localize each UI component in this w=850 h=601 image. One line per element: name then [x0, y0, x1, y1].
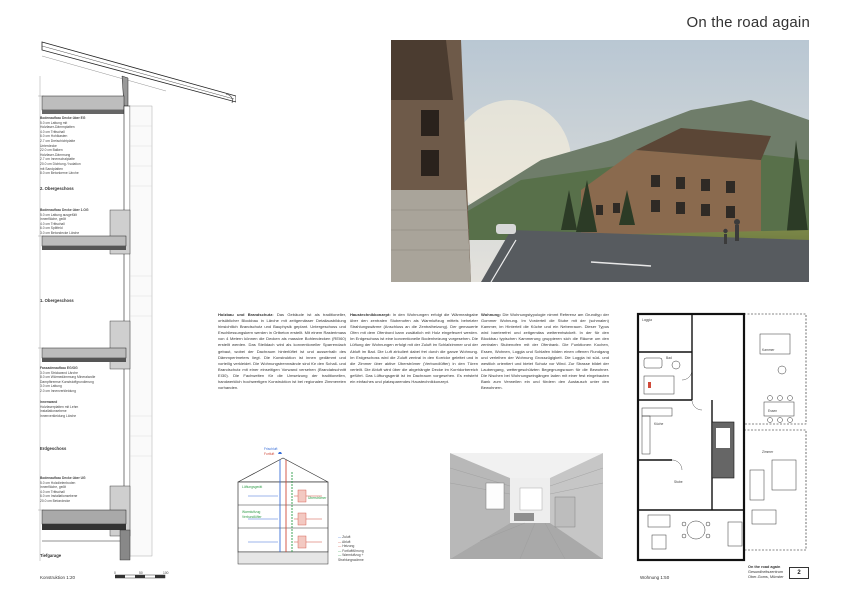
section-label-unit: Lüftungsgerät	[242, 485, 263, 489]
text-column-heading: Haustechnikkonzept:	[350, 312, 391, 317]
scale-tick-100: 100	[163, 571, 169, 575]
text-column-heading: Wohnung:	[481, 312, 501, 317]
label-floor2: 2. Obergeschoss	[40, 186, 74, 191]
label-floor1: 1. Obergeschoss	[40, 298, 74, 303]
note-group-5: Bodenaufbau Decke über UG 5.0 cm Holzdielenboden Innenfläche, geölt 4.0 cm Trittschall 6.0 cm Installationsebene 20.0 cm Betondecke	[40, 476, 86, 503]
section-label-connector: Verbundlüfter	[242, 515, 262, 519]
room-label-kammer: Kammer	[762, 348, 775, 352]
legend-outlet: — Fortluftführung	[338, 548, 364, 553]
page-number: 2	[789, 567, 809, 579]
room-label-dining: Essen	[768, 409, 778, 413]
legend-heating: — Heizung	[338, 544, 355, 549]
legend-exhaust: — Abluft	[338, 539, 351, 544]
text-column-heading: Holzbau und Brandschutz:	[218, 312, 274, 317]
scale-tick-0: 0	[114, 571, 116, 575]
room-label-kitchen: Küche	[654, 422, 664, 426]
exterior-rendering	[391, 40, 809, 282]
plan-scale-label: Wohnung 1:50	[640, 575, 670, 580]
room-label-zimmer: Zimmer	[762, 450, 774, 454]
construction-scale-label: Konstruktion 1:20	[40, 575, 76, 580]
section-label-warm: Warmluftzug	[242, 510, 261, 514]
room-label-stube: Stube	[674, 480, 683, 484]
text-column-body: Die Wohnungstypologie nimmt Referenz am Grundtyp der Gommer Wohnung. Im Vorderteil die Stube mit der (schmalen) Kammer, im Hinterteil die Küche und ein Nebenraum. Dieser Typus wird barrierefrei und zeitgemäss weiterentwickelt. In der für den Blockbau typischen Kammerung gruppieren sich die Räume um den zentralen Stubenofen mit der Ofenbank. Die Funktionen Kochen, Essen, Wohnen, Loggia und Schlafen bilden einen offenen Rundgang und verleihen der Wohnung Grosszügigkeit. Die Loggia ist süd- und westlich orientiert und bietet Schutz vor Wind. Zur Strasse bildet der Laubengang, wettergeschützten Begegnungsraum für die Bewohner. Die Nischen bei Wohnungseingängen laden mit einer fest eingebauten Bank zum Verweilen ein und fördern den Austausch unter den Bewohnern.	[481, 312, 609, 391]
section-label-fresh: Frischluft	[264, 447, 278, 451]
text-column-body: In den Wohnungen erfolgt die Wärmeabgabe über den zentralen Stubenofen als Warmluftzug mittels beheizter Strahlungswärme (Anschluss an die Zentralheizung). Der gemauerte Ofen mit dem Ofenbord kann zusätzlich mit Holz eingefeuert werden. Im Erdgeschoss ist eine konventionelle Bodenheizung vorgesehen. Die Lüftung der Wohnungen erfolgt mit der Zuluft im Schlafzimmer und der Abluft im Bad. Die Luft zirkuliert dabei frei durch die ganze Wohnung. Im Erdgeschoss wird die Zuluft zentral in den Korridor geleitet und in die Zimmer über aktive Überströmer (Verbundlüfter) in den Türen verteilt. Die Abluft wird über die abgehängte Decke im Korridorbereich geführt. Das Lüftungsgerät ist im Dachraum vorgesehen. Es entsteht ein einfaches und platzsparendes Haustechnikkonzept.	[350, 312, 478, 385]
legend-warm-air: — Warmluftzug + Strahlungswärme	[338, 553, 364, 562]
label-basement: Tiefgarage	[40, 553, 62, 558]
footer-project-name: On the road again	[748, 565, 781, 569]
text-column-timber	[218, 312, 346, 391]
text-column-body: Das Gebäude ist als traditioneller, ortsüblicher Blockbau in Lärche mit zeitgemässer Detailausbildung hinsichtlich Brandschutz und Bauphysik geplant. Untergeschoss und Erschliessungskern werden in Ortbeton erstellt. Mit einem Rasterimass von 4 Metern können die Decken als massive Bohlendecken (REI60) erstellt werden. Das Steildach wird als konventioneller Sparrendach gebaut, wobei der Dachraum hinterlüftet ist und ausserhalb des Dämmperimeters liegt. Die Konstruktion ist innen gedämmt und vorteilig verkleidet. Die Wohnungstrennwände sind für den Schall- und Brandschutz mit einer einseitigen Vorwand versehen (Brandabschnitt EI30). Die Fachwelten für die Umsetzung der traditionellen, handwerklich hochwertigen Konstruktion ist bei regionalen Zimmereien vorhanden.	[218, 312, 346, 391]
construction-detail	[36, 36, 236, 566]
legend-supply: — Zuluft	[338, 535, 351, 539]
section-label-exhaust: Fortluft	[264, 452, 275, 456]
room-label-bath: Bad	[666, 356, 672, 360]
apartment-floor-plan	[632, 310, 810, 565]
footer-line-2: Ober-Goms, Münster	[748, 575, 784, 579]
footer-project-block	[748, 565, 788, 580]
section-label-overflow: Überströmer	[308, 496, 327, 500]
note-group-3: Fassadenaufbau EG/OG 3.0 cm Strickwand Lärche 8.0 cm Wärmedämmung Mineralwolle Dampfbremse Kunststoffgrundierung 3.0 cm Lattung 2.0 cm Innenverkleidung	[40, 366, 96, 393]
note-group-1: Bodenaufbau Decke über EG 5.0 cm Lattung mit Holzfaser-Dämmplatten 4.0 cm Trittschall 6.0 cm Hohlkasten 2.7 cm Dreischichtplatte Unterdecke 22.0 cm Balken Holzfaser-Dämmung 2.7 cm Innenschalplatte 20.0 cm Dichtung / Isolation mit Sandplatten 8.0 cm Betonkerne Lärche	[40, 116, 86, 176]
room-label-loggia: Loggia	[642, 318, 652, 322]
page-title: On the road again	[686, 14, 810, 31]
interior-rendering	[450, 453, 603, 559]
text-column-services	[350, 312, 478, 385]
section-legend	[338, 535, 388, 563]
note-group-2: Bodenaufbau Decke über 1.OG 5.0 cm Lattung ausgefüllt Innenfläche, geölt 4.0 cm Trittschall 6.0 cm Splitfeld 3.0 cm Betondecke Lärche	[40, 208, 89, 235]
text-column-apartment	[481, 312, 609, 391]
note-group-4: Innenwand Holzfaserplatten mit Lehm Installationsebene Innenverkleidung Lärche	[40, 400, 79, 418]
label-ground: Erdgeschoss	[40, 446, 67, 451]
footer-line-1: Gesundheitszentrum	[748, 570, 784, 574]
scale-tick-50: 50	[139, 571, 143, 575]
